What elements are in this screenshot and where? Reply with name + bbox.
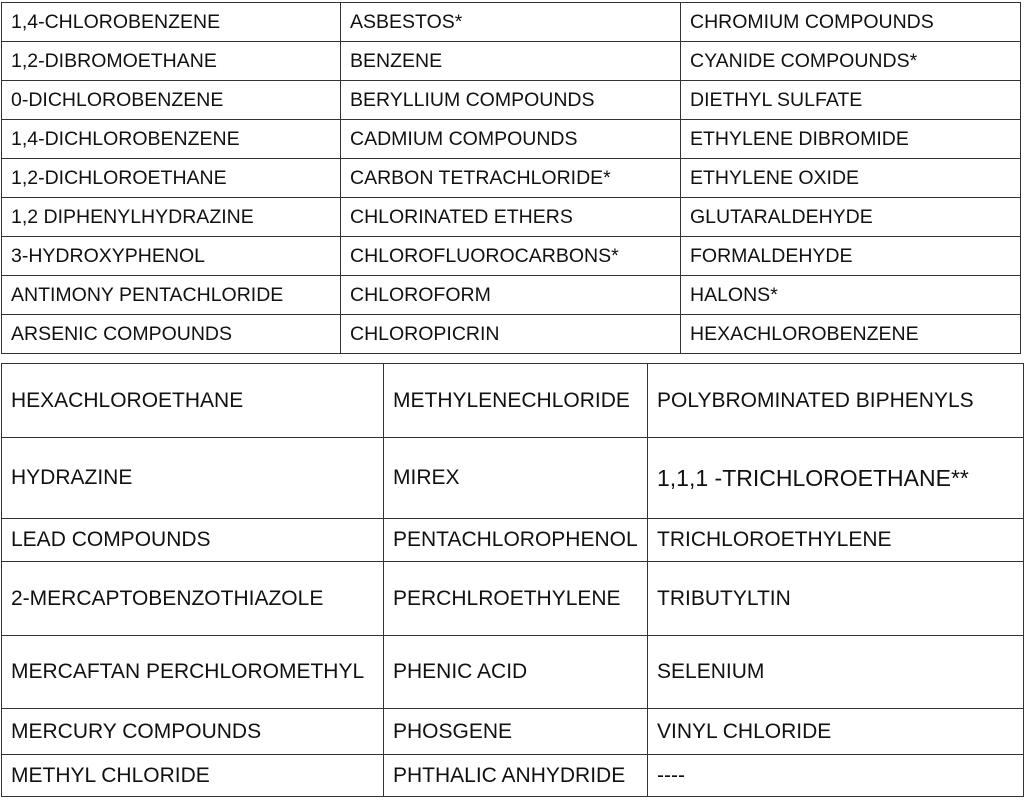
table-cell: MIREX	[384, 438, 648, 519]
table-cell: PHENIC ACID	[384, 636, 648, 709]
table-cell: HEXACHLOROBENZENE	[681, 315, 1021, 354]
table-cell: PHOSGENE	[384, 709, 648, 755]
table-cell: FORMALDEHYDE	[681, 237, 1021, 276]
table-row	[2, 709, 1024, 755]
table-cell: METHYL CHLORIDE	[2, 755, 384, 797]
table-cell: CHLORINATED ETHERS	[341, 198, 681, 237]
table-cell: BENZENE	[341, 42, 681, 81]
table-cell: 2-MERCAPTOBENZOTHIAZOLE	[2, 562, 384, 636]
table-row	[2, 276, 1021, 315]
table-cell: 1,4-DICHLOROBENZENE	[2, 120, 341, 159]
table-row	[2, 438, 1024, 519]
table-cell: CYANIDE COMPOUNDS*	[681, 42, 1021, 81]
table-cell: ASBESTOS*	[341, 3, 681, 42]
table-row	[2, 636, 1024, 709]
table-cell: VINYL CHLORIDE	[648, 709, 1024, 755]
chemicals-table-bottom	[1, 363, 1024, 797]
table-cell: ETHYLENE OXIDE	[681, 159, 1021, 198]
table-cell: 1,2-DICHLOROETHANE	[2, 159, 341, 198]
table-row	[2, 315, 1021, 354]
table-cell: CADMIUM COMPOUNDS	[341, 120, 681, 159]
table-cell: PERCHLROETHYLENE	[384, 562, 648, 636]
table-cell: 1,2 DIPHENYLHYDRAZINE	[2, 198, 341, 237]
table-cell: ARSENIC COMPOUNDS	[2, 315, 341, 354]
table-row	[2, 364, 1024, 438]
table-cell: HYDRAZINE	[2, 438, 384, 519]
table-cell: GLUTARALDEHYDE	[681, 198, 1021, 237]
table-cell: PENTACHLOROPHENOL	[384, 519, 648, 562]
table-cell: TRIBUTYLTIN	[648, 562, 1024, 636]
table-row	[2, 3, 1021, 42]
table-cell: 0-DICHLOROBENZENE	[2, 81, 341, 120]
table-cell: HEXACHLOROETHANE	[2, 364, 384, 438]
table-cell: CHLOROFORM	[341, 276, 681, 315]
table-cell: CHROMIUM COMPOUNDS	[681, 3, 1021, 42]
table-cell: POLYBROMINATED BIPHENYLS	[648, 364, 1024, 438]
table-cell: HALONS*	[681, 276, 1021, 315]
table-row	[2, 755, 1024, 797]
table-cell: ETHYLENE DIBROMIDE	[681, 120, 1021, 159]
table-cell: ANTIMONY PENTACHLORIDE	[2, 276, 341, 315]
table-row	[2, 198, 1021, 237]
table-cell: SELENIUM	[648, 636, 1024, 709]
table-row	[2, 120, 1021, 159]
table-cell: CHLOROFLUOROCARBONS*	[341, 237, 681, 276]
table-cell: CHLOROPICRIN	[341, 315, 681, 354]
table-row	[2, 159, 1021, 198]
table-cell: BERYLLIUM COMPOUNDS	[341, 81, 681, 120]
table-cell: ----	[648, 755, 1024, 797]
table-cell: CARBON TETRACHLORIDE*	[341, 159, 681, 198]
table-cell: 1,2-DIBROMOETHANE	[2, 42, 341, 81]
table-cell: 1,1,1 -TRICHLOROETHANE**	[648, 438, 1024, 519]
chemicals-table-top	[1, 2, 1021, 354]
table-row	[2, 81, 1021, 120]
table-cell: LEAD COMPOUNDS	[2, 519, 384, 562]
table-cell: TRICHLOROETHYLENE	[648, 519, 1024, 562]
table-cell: MERCAFTAN PERCHLOROMETHYL	[2, 636, 384, 709]
table-row	[2, 42, 1021, 81]
table-cell: PHTHALIC ANHYDRIDE	[384, 755, 648, 797]
table-row	[2, 237, 1021, 276]
table-row	[2, 562, 1024, 636]
table-row	[2, 519, 1024, 562]
table-cell: METHYLENECHLORIDE	[384, 364, 648, 438]
table-cell: 3-HYDROXYPHENOL	[2, 237, 341, 276]
table-cell: 1,4-CHLOROBENZENE	[2, 3, 341, 42]
table-cell: MERCURY COMPOUNDS	[2, 709, 384, 755]
table-cell: DIETHYL SULFATE	[681, 81, 1021, 120]
